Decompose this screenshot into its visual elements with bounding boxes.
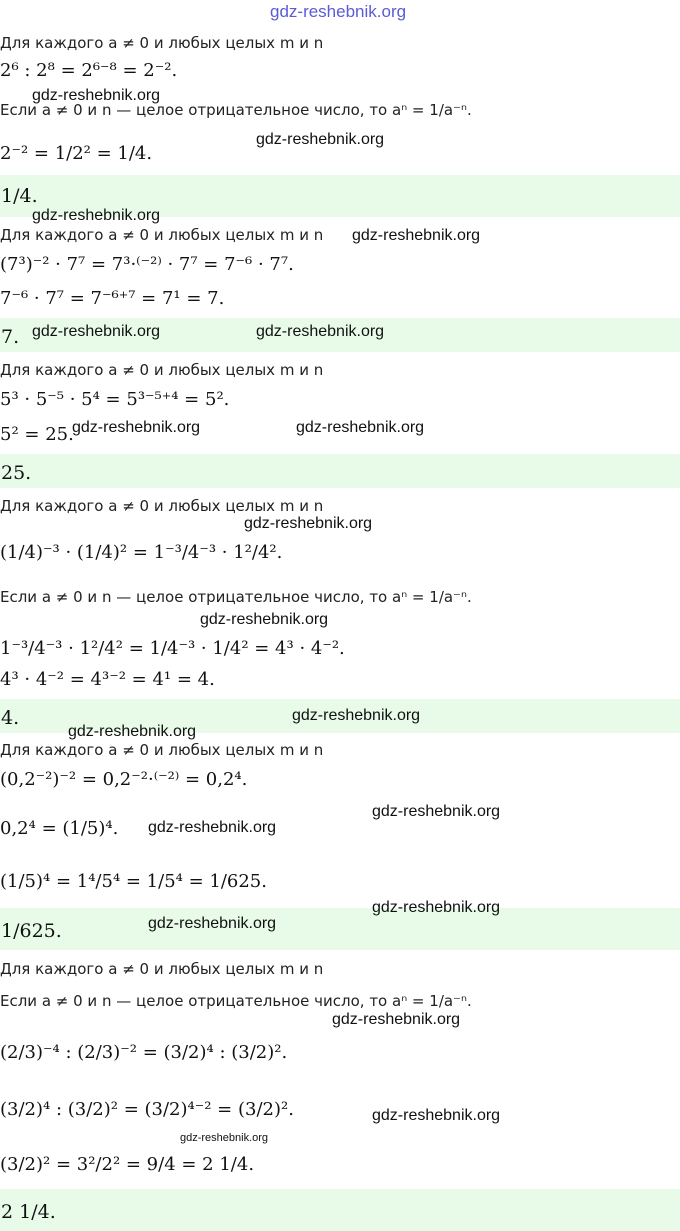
s4-line1: (1/4)⁻³ · (1/4)² = 1⁻³/4⁻³ · 1²/4². [0,542,283,563]
answer-value: 7. [1,326,20,348]
s2-line2: 7⁻⁶ · 7⁷ = 7⁻⁶⁺⁷ = 7¹ = 7. [0,288,225,309]
rule-text: Для каждого a ≠ 0 и любых целых m и n [0,226,324,244]
rule-text: Для каждого a ≠ 0 и любых целых m и n [0,34,324,52]
watermark: gdz-reshebnik.org [148,915,277,932]
rule-text: Для каждого a ≠ 0 и любых целых m и n [0,960,324,978]
s6-line1: (2/3)⁻⁴ : (2/3)⁻² = (3/2)⁴ : (3/2)². [0,1042,288,1063]
watermark: gdz-reshebnik.org [256,323,385,340]
watermark: gdz-reshebnik.org [372,803,501,820]
neg-rule-text: Если a ≠ 0 и n — целое отрицательное число, то aⁿ = 1/a⁻ⁿ. [0,588,472,606]
watermark: gdz-reshebnik.org [256,131,385,148]
answer-box [0,1189,680,1231]
watermark: gdz-reshebnik.org [200,611,329,628]
watermark: gdz-reshebnik.org [296,419,425,436]
answer-value: 25. [1,462,32,484]
watermark: gdz-reshebnik.org [292,707,421,724]
answer-box [0,908,680,950]
s1-line2: 2⁻² = 1/2² = 1/4. [0,143,153,164]
rule-text: Для каждого a ≠ 0 и любых целых m и n [0,361,324,379]
watermark: gdz-reshebnik.org [352,227,481,244]
watermark: gdz-reshebnik.org [372,1107,501,1124]
watermark: gdz-reshebnik.org [372,899,501,916]
rule-text: Для каждого a ≠ 0 и любых целых m и n [0,741,324,759]
s6-line3: (3/2)² = 3²/2² = 9/4 = 2 1/4. [0,1154,255,1175]
site-watermark-header[interactable]: gdz-reshebnik.org [270,2,407,21]
answer-value: 1/4. [1,185,38,207]
s2-line1: (7³)⁻² · 7⁷ = 7³·⁽⁻²⁾ · 7⁷ = 7⁻⁶ · 7⁷. [0,254,294,275]
watermark: gdz-reshebnik.org [32,323,161,340]
s3-line1: 5³ · 5⁻⁵ · 5⁴ = 5³⁻⁵⁺⁴ = 5². [0,389,230,410]
neg-rule-text: Если a ≠ 0 и n — целое отрицательное число, то aⁿ = 1/a⁻ⁿ. [0,992,472,1010]
answer-value: 1/625. [1,920,62,942]
s1-line1: 2⁶ : 2⁸ = 2⁶⁻⁸ = 2⁻². [0,60,178,81]
watermark: gdz-reshebnik.org [68,723,197,740]
watermark: gdz-reshebnik.org [32,207,161,224]
watermark: gdz-reshebnik.org [32,87,161,104]
answer-box [0,454,680,488]
watermark: gdz-reshebnik.org [332,1011,461,1028]
s5-line3: (1/5)⁴ = 1⁴/5⁴ = 1/5⁴ = 1/625. [0,871,267,892]
watermark: gdz-reshebnik.org [244,515,373,532]
watermark: gdz-reshebnik.org [72,419,201,436]
rule-text: Для каждого a ≠ 0 и любых целых m и n [0,497,324,515]
watermark: gdz-reshebnik.org [148,819,277,836]
s5-line1: (0,2⁻²)⁻² = 0,2⁻²·⁽⁻²⁾ = 0,2⁴. [0,769,248,790]
neg-rule-text: Если a ≠ 0 и n — целое отрицательное число, то aⁿ = 1/a⁻ⁿ. [0,101,472,119]
watermark-small: gdz-reshebnik.org [180,1132,269,1144]
s5-line2: 0,2⁴ = (1/5)⁴. [0,818,119,839]
s3-line2: 5² = 25. [0,424,74,445]
s4-line2: 1⁻³/4⁻³ · 1²/4² = 1/4⁻³ · 1/4² = 4³ · 4⁻². [0,638,345,659]
s6-line2: (3/2)⁴ : (3/2)² = (3/2)⁴⁻² = (3/2)². [0,1099,294,1120]
s4-line3: 4³ · 4⁻² = 4³⁻² = 4¹ = 4. [0,669,215,690]
answer-value: 4. [1,707,20,729]
answer-value: 2 1/4. [1,1201,56,1223]
